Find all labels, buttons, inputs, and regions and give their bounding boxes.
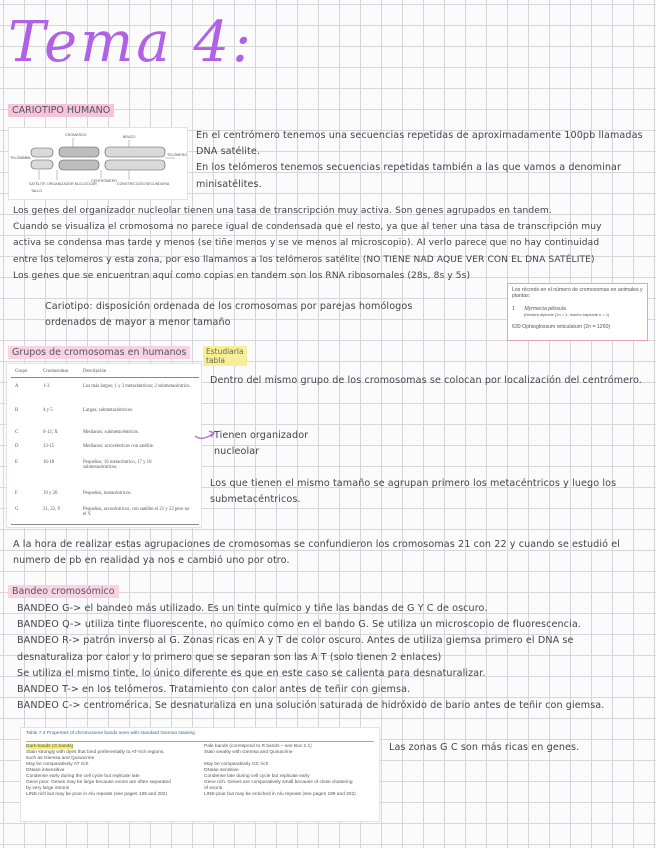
table-caption: Table 7.4 Properties of chromosome bands seen with standard Giemsa staining [26,731,195,736]
diagram-label-tallo: TALLO [31,189,43,193]
banding-line: BANDEO G-> el bandeo más utilizado. Es un tinte químico y tiñe las bandas de G Y C de oscuro. [17,603,488,614]
size-group-note: Los que tienen el mismo tamaño se agrupan primero los metacéntricos y luego los submetacéntricos. [210,478,617,506]
diagram-label-satelite: SATÉLITE [29,182,46,186]
organizer-note: Tienen organizador nucleolar [214,430,309,458]
records-box: Los récords en el número de cromosomas en animales y plantas: 1 Myrmecia pilosula (hembra diploide (2n = 2, macho haploide n = 1) 630 Ophioglossum reticulatum (2n = 1260) [507,283,648,341]
karyotype-definition: Cariotipo: disposición ordenada de los cromosomas por parejas homólogos ordenados de mayor a menor tamaño [45,301,413,329]
diagram-label-telomero-right: TELÓMERO [167,153,187,157]
banding-line: desnaturaliza por calor y lo primero que se separan son las A T (solo tienen 2 enlaces) [17,651,442,663]
diagram-label-centromero: CENTRÓMERO [91,179,117,183]
chromosome-groups-table: Grupo Cromosomas Descripción A 1-3 Los más largos; 1 y 3 metacéntricos; 2 submetacéntrico. B 4 y 5 Largos; submetacéntricos. C 6-12, X Medianos; submetacéntricos. D 13-15 Medianos; acrocéntricos con satélite. E 16-18 Pequeños; 16 metacéntrico, 17 y 18 submetacéntricos. F 19 y 20 Pequeños, metacéntricos. G 21, 22, Y Pequeños, acrocéntricos, con satélite el 21 y 22 pero no el Y. [6,363,202,528]
organizer-paragraph: Los genes del organizador nucleolar tienen una tasa de transcripción muy activa. Son genes agrupados en tandem. Cuando se visualiza el cromosoma no parece igual de condensada que el resto, ya que al tener una tasa de transcripción muy activa se condensa mas tarde y menos (se tiñe menos y se ve menos al microscopio). Al verlo parece que no hay continuidad entre los telomeros y esta zona, por eso llamamos a los telómeros satélite (NO TIENE NAD AQUE VER CON EL DNA SATÉLITE) Los genes que se encuentran aquí como copias en tandem son los RNA ribosomales (28s, 8s y 5s) [13,206,602,281]
diagram-label-cromatido: CROMATIDO [65,133,87,137]
history-paragraph: A la hora de realizar estas agrupaciones de cromosomas se confundieron los cromosomas 21 con 22 y cuando se estudió el numero de pb en realidad ya nos e cambió uno por otro. [13,539,620,567]
banding-line: BANDEO R-> patrón inverso al G. Zonas ricas en A y T de color oscuro. Antes de utiliza giemsa primero el DNA se [17,635,574,647]
purple-arrow-icon [194,427,216,441]
banding-line: Se utiliza el mismo tinte, lo único diferente es que en este caso se calienta para desnaturalizar. [17,667,486,679]
table-column-pale: Pale bands (correspond to R bands – see Box 2.1) Stain weakly with Giemsa and Quinacrine May be comparatively GC rich DNase sensitive Condense late during cell cycle but replicate early Gene rich. Genes are comparatively small because of close clustering of exons LINE-poor but may be enriched in Alu repeats (see pages 199 and 202) [204,744,356,797]
section-heading-grupos: Grupos de cromosomas en humanos [8,342,190,360]
diagram-label-brazo: BRAZO [123,135,136,139]
section-heading-bandeo: Bandeo cromosómico [8,581,119,599]
section-heading-cariotipo: CARIOTIPO HUMANO [8,100,114,118]
gc-note: Las zonas G C son más ricas en genes. [389,742,580,753]
table-bottom-rule [11,524,199,525]
banding-list [17,601,649,714]
table-divider [11,377,199,378]
page-title: Tema 4: [8,10,254,75]
diagram-label-organizador: ORGANIZADOR NUCLEOLAR [47,182,97,186]
banding-line: BANDEO Q-> utiliza tinte fluorescente, no químico como en el bando G. Se utiliza un microscopio de fluorescencia. [17,619,581,631]
study-tag: Estudiarla tabla [203,346,247,366]
banding-line: BANDEO T-> en los telómeros. Tratamiento con calor antes de teñir con giemsa. [17,684,411,696]
giemsa-properties-table [20,727,380,822]
diagram-label-constriccion: CONSTRICCIÓN SECUNDARIA [117,182,170,186]
table-column-dark: Dark bands (G bands) Stain strongly with dyes that bind preferentially to AT-rich regions, such as Giemsa and Quinacrine May be comparatively AT rich DNase insensitive Condense early during the cell cycle but replicate late Gene poor. Genes may be large because exons are often separated by very large introns LINE-rich but may be poor in Alu repeats (see pages 199 and 202) [26,744,171,797]
chromosome-diagram [8,127,188,200]
centromere-paragraph: En el centrómero tenemos una secuencias repetidas de aproximadamente 100pb llamadas DNA satélite. En los telómeros tenemos secuencias repetidas también a las que vamos a denominar minisatélites. [196,130,643,190]
diagram-label-telomero-left: TELÓMERO [10,156,31,160]
banding-line: BANDEO C-> centromérica. Se desnaturaliza en una solución saturada de hidróxido de bario antes de teñir con giemsa. [17,700,605,712]
centromere-group-note: Dentro del mismo grupo de los cromosomas se colocan por localización del centrómero. [210,375,642,386]
chromosome-diagram-svg [9,128,187,199]
